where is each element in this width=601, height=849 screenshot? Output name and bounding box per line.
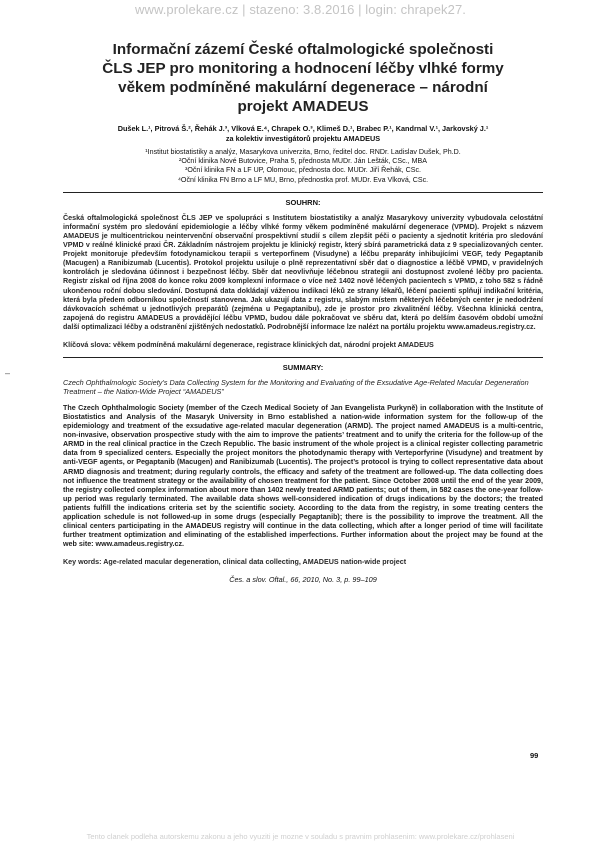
title-line: projekt AMADEUS — [237, 98, 369, 115]
title-line: Informační zázemí České oftalmologické společnosti — [112, 41, 494, 58]
title-line: věkem podmíněné makulární degenerace – národní — [118, 79, 488, 96]
watermark-bottom: Tento clanek podleha autorskemu zakonu a jeho vyuziti je mozne v souladu s pravnim prohlasenim: www.prolekare.cz/prohlaseni — [86, 832, 515, 841]
affiliation: ²Oční klinika Nové Butovice, Praha 5, přednosta MUDr. Ján Lešták, CSc., MBA — [179, 157, 427, 166]
summary-text: The Czech Ophthalmologic Society (member of the Czech Medical Society of Jan Evangelista Purkyně) in collaboration with the Institute of Biostatistics and Analysis of the Masaryk University in Brno established a nation-wide information system for the follow-up of the epidemiology and treatment of the exsudative age-related macular degeneration (ARMD). The project named AMADEUS is a multi-centric, non-invasive, observation prospective study with the aim to improve the patients’ treatment and to unify the criteria for the follow-up of the ARMD in the real clinical practice in the Czech Republic. The basic instrument of the whole project is a clinical register collecting parametric data from 9 specialized centers. Especially the project monitors the photodynamic therapy with Verteporfyrine (Visudyne) and treatment by anti-VEGF agents, or Pegaptanib (Macugen) and Ranibizumab (Lucentis). The project’s protocol is trying to collect representative data about ARMD diagnosis and treatment; during regularly controls, the efficacy and safety of the treatment are followed-up. The data collecting does not influence the treatment strategy or the availability of chosen treatment for the patient. Since October 2008 until the end of the year 2009, the registry collected complex information about more than 1402 newly treated ARMD patients; out of them, in 582 cases the one-year follow-up period was regularly terminated. The available data shows well-considered indication of drugs indications by the doctors; the treated patients fulfill the indications criteria set by the scientific society. According to the data from the registry, in some treating centers the application schedule is not followed-up in some drugs (especially Pegaptanib); there is the possibility to improve the treatment. All the clinical centers participating in the AMADEUS registry will continue in the data collecting, which after a longer period of time will facilitate further treatment optimization and eliminating of the established imperfections. Further information about the project may be found at the web site: www.amadeus.registry.cz. — [63, 403, 543, 549]
affiliations — [63, 148, 543, 185]
authors-line: Dušek L.¹, Pitrová Š.², Řehák J.³, Vlková E.⁴, Chrapek O.³, Klimeš D.¹, Brabec P.¹, Kandrnal V.¹, Jarkovský J.¹ — [117, 124, 489, 133]
affiliation: ³Oční klinika FN a LF UP, Olomouc, přednosta doc. MUDr. Jiří Řehák, CSc. — [184, 166, 421, 175]
affiliation: ⁴Oční klinika FN Brno a LF MU, Brno, přednostka prof. MUDr. Eva Vlková, CSc. — [177, 175, 429, 184]
section-divider — [63, 192, 543, 193]
watermark-top: www.prolekare.cz | stazeno: 3.8.2016 | login: chrapek27. — [134, 2, 467, 17]
title-line: ČLS JEP pro monitoring a hodnocení léčby vlhké formy — [102, 60, 504, 77]
citation: Čes. a slov. Oftal., 66, 2010, No. 3, p. 99–109 — [229, 575, 377, 585]
article-title — [63, 40, 543, 116]
page-number: 99 — [530, 751, 539, 760]
souhrn-heading: SOUHRN: — [285, 197, 321, 207]
summary-heading: SUMMARY: — [282, 363, 324, 373]
author-list — [63, 124, 543, 143]
souhrn-text: Česká oftalmologická společnost ČLS JEP ve spolupráci s Institutem biostatistiky a analýz Masarykovy univerzity vybudovala celostátní informační systém pro sledování epidemiologie a léčby vlhké formy věkem podmíněné makulární degenerace (VPMD). Projekt s názvem AMADEUS je multicentrickou neintervenční observační prospektivní studií s cílem zlepšit péči o pacienty a sjednotit kritéria pro sledování VPMD v reálné klinické praxi ČR. Základním nástrojem projektu je klinický registr, který sbírá parametrická data z 9 specializovaných center. Projekt monitoruje především fotodynamickou terapii s verteporfinem (Visudyne) a léčbu preparáty inhibujícími VEGF, tedy Pegaptanib (Macugen) a Ranibizumab (Lucentis). Protokol projektu usiluje o plně reprezentativní sběr dat o diagnostice a léčbě VPMD, v pravidelných kontrolách je sledována účinnost i bezpečnost léčby. Sběr dat neovlivňuje léčebnou strategii ani dostupnost zvolené léčby pro pacienta. Registr získal od října 2008 do konce roku 2009 komplexní informace o více než 1402 nově léčených pacientech s VPMD, z toho 582 s řádně ukončenou roční dobou sledování. Dostupná data dokládají váženou indikaci léků ze strany lékařů, léčení pacienti splňují indikační kritéria, která byla předem odborníkou společností stanovena. Jak ukazují data z registru, slabým místem některých léčebných center je nedodržení dávkovacích schémat u jednotlivých preparátů (zejména u Pegaptanibu), zde je prostor pro zkvalitnění léčby. Všechna klinická centra, zapojená do registru AMADEUS a provádějící léčbu VPMD, budou dále pokračovat ve sběru dat, která po delším časovém období umožní další optimalizaci léčby a odstranění zjištěných nedostatků. Podrobnější informace lze nalézt na portálu projektu www.amadeus.registry.cz. — [63, 213, 543, 331]
authors-collective: za kolektiv investigátorů projektu AMADEUS — [225, 133, 381, 143]
affiliation: ¹Institut biostatistiky a analýz, Masarykova univerzita, Brno, ředitel doc. RNDr. Ladislav Dušek, Ph.D. — [145, 148, 461, 156]
article-page — [63, 40, 543, 584]
summary-title: Czech Ophthalmologic Society’s Data Collecting System for the Monitoring and Evaluating of the Exsudative Age-Related Macular Degeneration Treatment – the Nation-Wide Project “AMADEUS” — [63, 378, 529, 397]
klicova-slova: Klíčová slova: věkem podmíněná makulární degenerace, registrace klinických dat, národní projekt AMADEUS — [63, 341, 434, 350]
section-divider — [63, 357, 543, 358]
margin-mark: – — [5, 368, 11, 378]
key-words: Key words: Age-related macular degeneration, clinical data collecting, AMADEUS nation-wide project — [63, 558, 407, 567]
